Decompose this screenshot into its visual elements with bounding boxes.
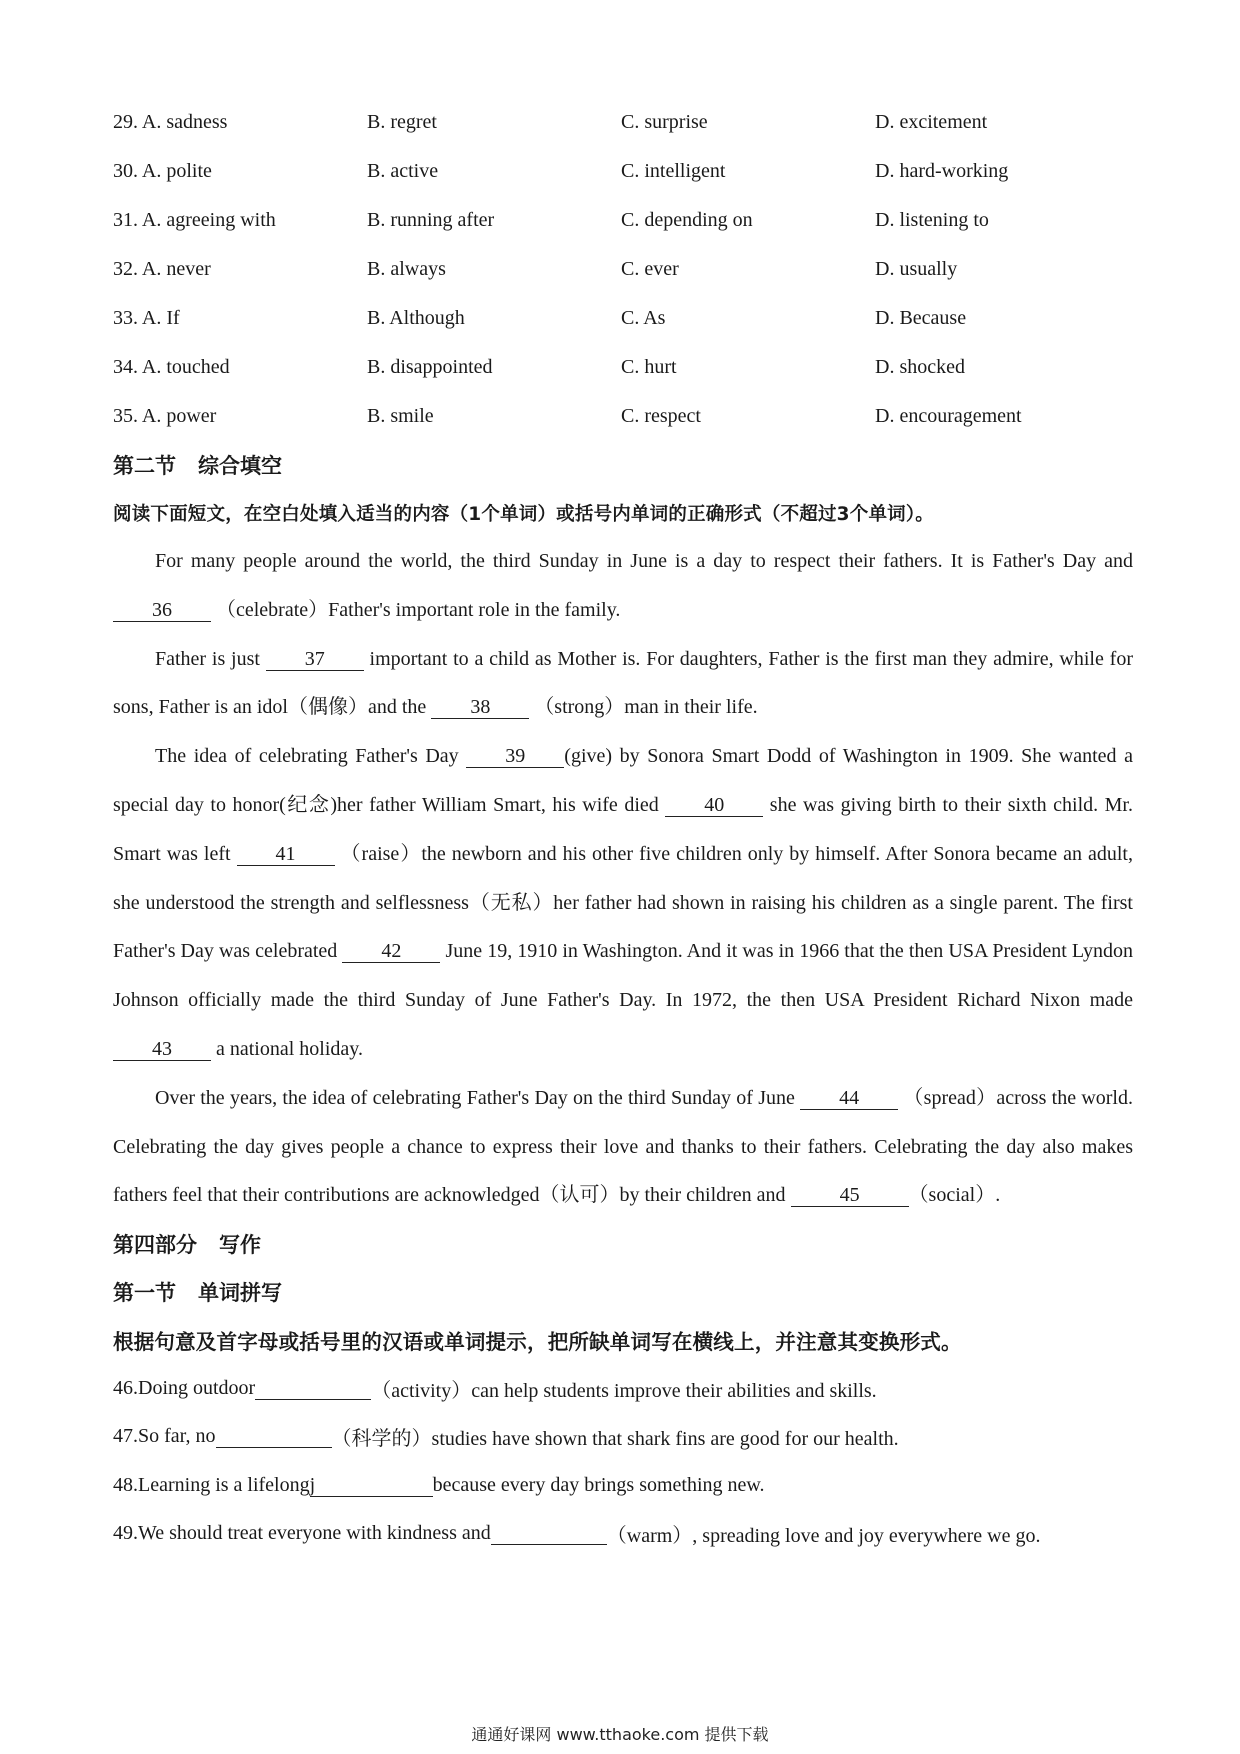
- option-d: D. shocked: [875, 356, 965, 378]
- option-d: D. Because: [875, 307, 967, 329]
- option-c: C. hurt: [621, 356, 677, 378]
- option-a: 29. A. sadness: [113, 111, 228, 133]
- option-b: B. running after: [367, 209, 495, 231]
- initial-letter-hint: j: [309, 1473, 316, 1496]
- question-47: 47.So far, no （科学的）studies have shown that shark fins are good for our health.: [113, 1425, 899, 1451]
- option-a: 33. A. If: [113, 307, 180, 329]
- option-row-31: [113, 196, 1133, 245]
- blank-39: 39: [466, 745, 564, 768]
- option-d: D. hard-working: [875, 160, 1009, 182]
- option-d: D. usually: [875, 258, 958, 280]
- section-title: 综合填空: [198, 454, 282, 478]
- subsection-title: 单词拼写: [198, 1281, 282, 1306]
- blank-42: 42: [342, 940, 440, 963]
- options-table: [113, 98, 1133, 441]
- option-b: B. always: [367, 258, 446, 280]
- option-a: 32. A. never: [113, 258, 211, 280]
- subsection-instruction: 根据句意及首字母或括号里的汉语或单词提示，把所缺单词写在横线上，并注意其变换形式。: [113, 1330, 962, 1355]
- option-c: C. ever: [621, 258, 679, 280]
- option-a: 34. A. touched: [113, 356, 230, 378]
- option-c: C. surprise: [621, 111, 708, 133]
- option-row-29: [113, 98, 1133, 147]
- blank-45: 45: [791, 1184, 909, 1207]
- document-page: [113, 98, 1133, 1558]
- passage-paragraph-3: The idea of celebrating Father's Day 39 (give) by Sonora Smart Dodd of Washington in 1909. She wanted a special day to honor(纪念)her father William Smart, his wife died 40 she was giving birth to their sixth child. Mr. Smart was left 41 （raise）the newborn and his other five children only by himself. After Sonora became an adult, she understood the strength and selflessness（无私）her father had shown in raising his children as a single parent. The first Father's Day was celebrated 42 June 19, 1910 in Washington. And it was in 1966 that the then USA President Lyndon Johnson officially made the third Sunday of June Father's Day. In 1972, the then USA President Richard Nixon made 43 a national holiday.: [113, 745, 1134, 1060]
- answer-line-48[interactable]: [310, 1474, 433, 1497]
- option-row-35: [113, 392, 1133, 441]
- part-title: 写作: [219, 1233, 261, 1258]
- option-b: B. regret: [367, 111, 437, 133]
- blank-44: 44: [800, 1087, 898, 1110]
- subsection-number: 第一节: [113, 1281, 176, 1306]
- option-a: 30. A. polite: [113, 160, 212, 182]
- option-c: C. depending on: [621, 209, 753, 231]
- option-b: B. smile: [367, 405, 434, 427]
- option-d: D. listening to: [875, 209, 989, 231]
- question-48: 48.Learning is a lifelong j because every day brings something new.: [113, 1473, 765, 1496]
- option-a: 31. A. agreeing with: [113, 209, 276, 231]
- blank-36: 36: [113, 599, 211, 622]
- option-c: C. intelligent: [621, 160, 726, 182]
- part-heading: [113, 1220, 1133, 1268]
- answer-line-49[interactable]: [491, 1522, 607, 1545]
- option-row-34: [113, 343, 1133, 392]
- option-b: B. Although: [367, 307, 465, 329]
- option-row-32: [113, 245, 1133, 294]
- option-row-33: [113, 294, 1133, 343]
- option-b: B. disappointed: [367, 356, 493, 378]
- blank-38: 38: [431, 696, 529, 719]
- blank-43: 43: [113, 1038, 211, 1061]
- page-footer: 通通好课网 www.tthaoke.com 提供下载: [471, 1725, 769, 1744]
- blank-41: 41: [237, 843, 335, 866]
- option-c: C. As: [621, 307, 666, 329]
- question-49: 49.We should treat everyone with kindness and （warm）, spreading love and joy everywhere we go.: [113, 1522, 1041, 1548]
- section-instruction: 阅读下面短文，在空白处填入适当的内容（1个单词）或括号内单词的正确形式（不超过3个单词）。: [113, 504, 934, 525]
- option-a: 35. A. power: [113, 405, 217, 427]
- blank-37: 37: [266, 648, 364, 671]
- option-b: B. active: [367, 160, 439, 182]
- blank-40: 40: [665, 794, 763, 817]
- section-number: 第二节: [113, 454, 176, 478]
- passage-paragraph-2: Father is just 37 important to a child as Mother is. For daughters, Father is the first man they admire, while for sons, Father is an idol（偶像）and the 38 （strong）man in their life.: [113, 647, 1133, 719]
- answer-line-47[interactable]: [216, 1425, 332, 1448]
- option-d: D. excitement: [875, 111, 988, 133]
- part-number: 第四部分: [113, 1233, 197, 1258]
- section-heading: [113, 441, 1133, 489]
- option-d: D. encouragement: [875, 405, 1022, 427]
- subsection-heading: [113, 1268, 1133, 1316]
- option-row-30: [113, 147, 1133, 196]
- answer-line-46[interactable]: [255, 1377, 371, 1400]
- passage-paragraph-4: Over the years, the idea of celebrating Father's Day on the third Sunday of June 44 （spread）across the world. Celebrating the day gives people a chance to express their love and thanks to their fathers. Celebrating the day also makes fathers feel that their contributions are acknowledged（认可）by their children and 45 （social）.: [113, 1086, 1133, 1207]
- option-c: C. respect: [621, 405, 701, 427]
- question-46: 46.Doing outdoor （activity）can help students improve their abilities and skills.: [113, 1376, 877, 1402]
- passage-paragraph-1: For many people around the world, the third Sunday in June is a day to respect their fathers. It is Father's Day and 36 （celebrate）Father's important role in the family.: [113, 537, 1133, 635]
